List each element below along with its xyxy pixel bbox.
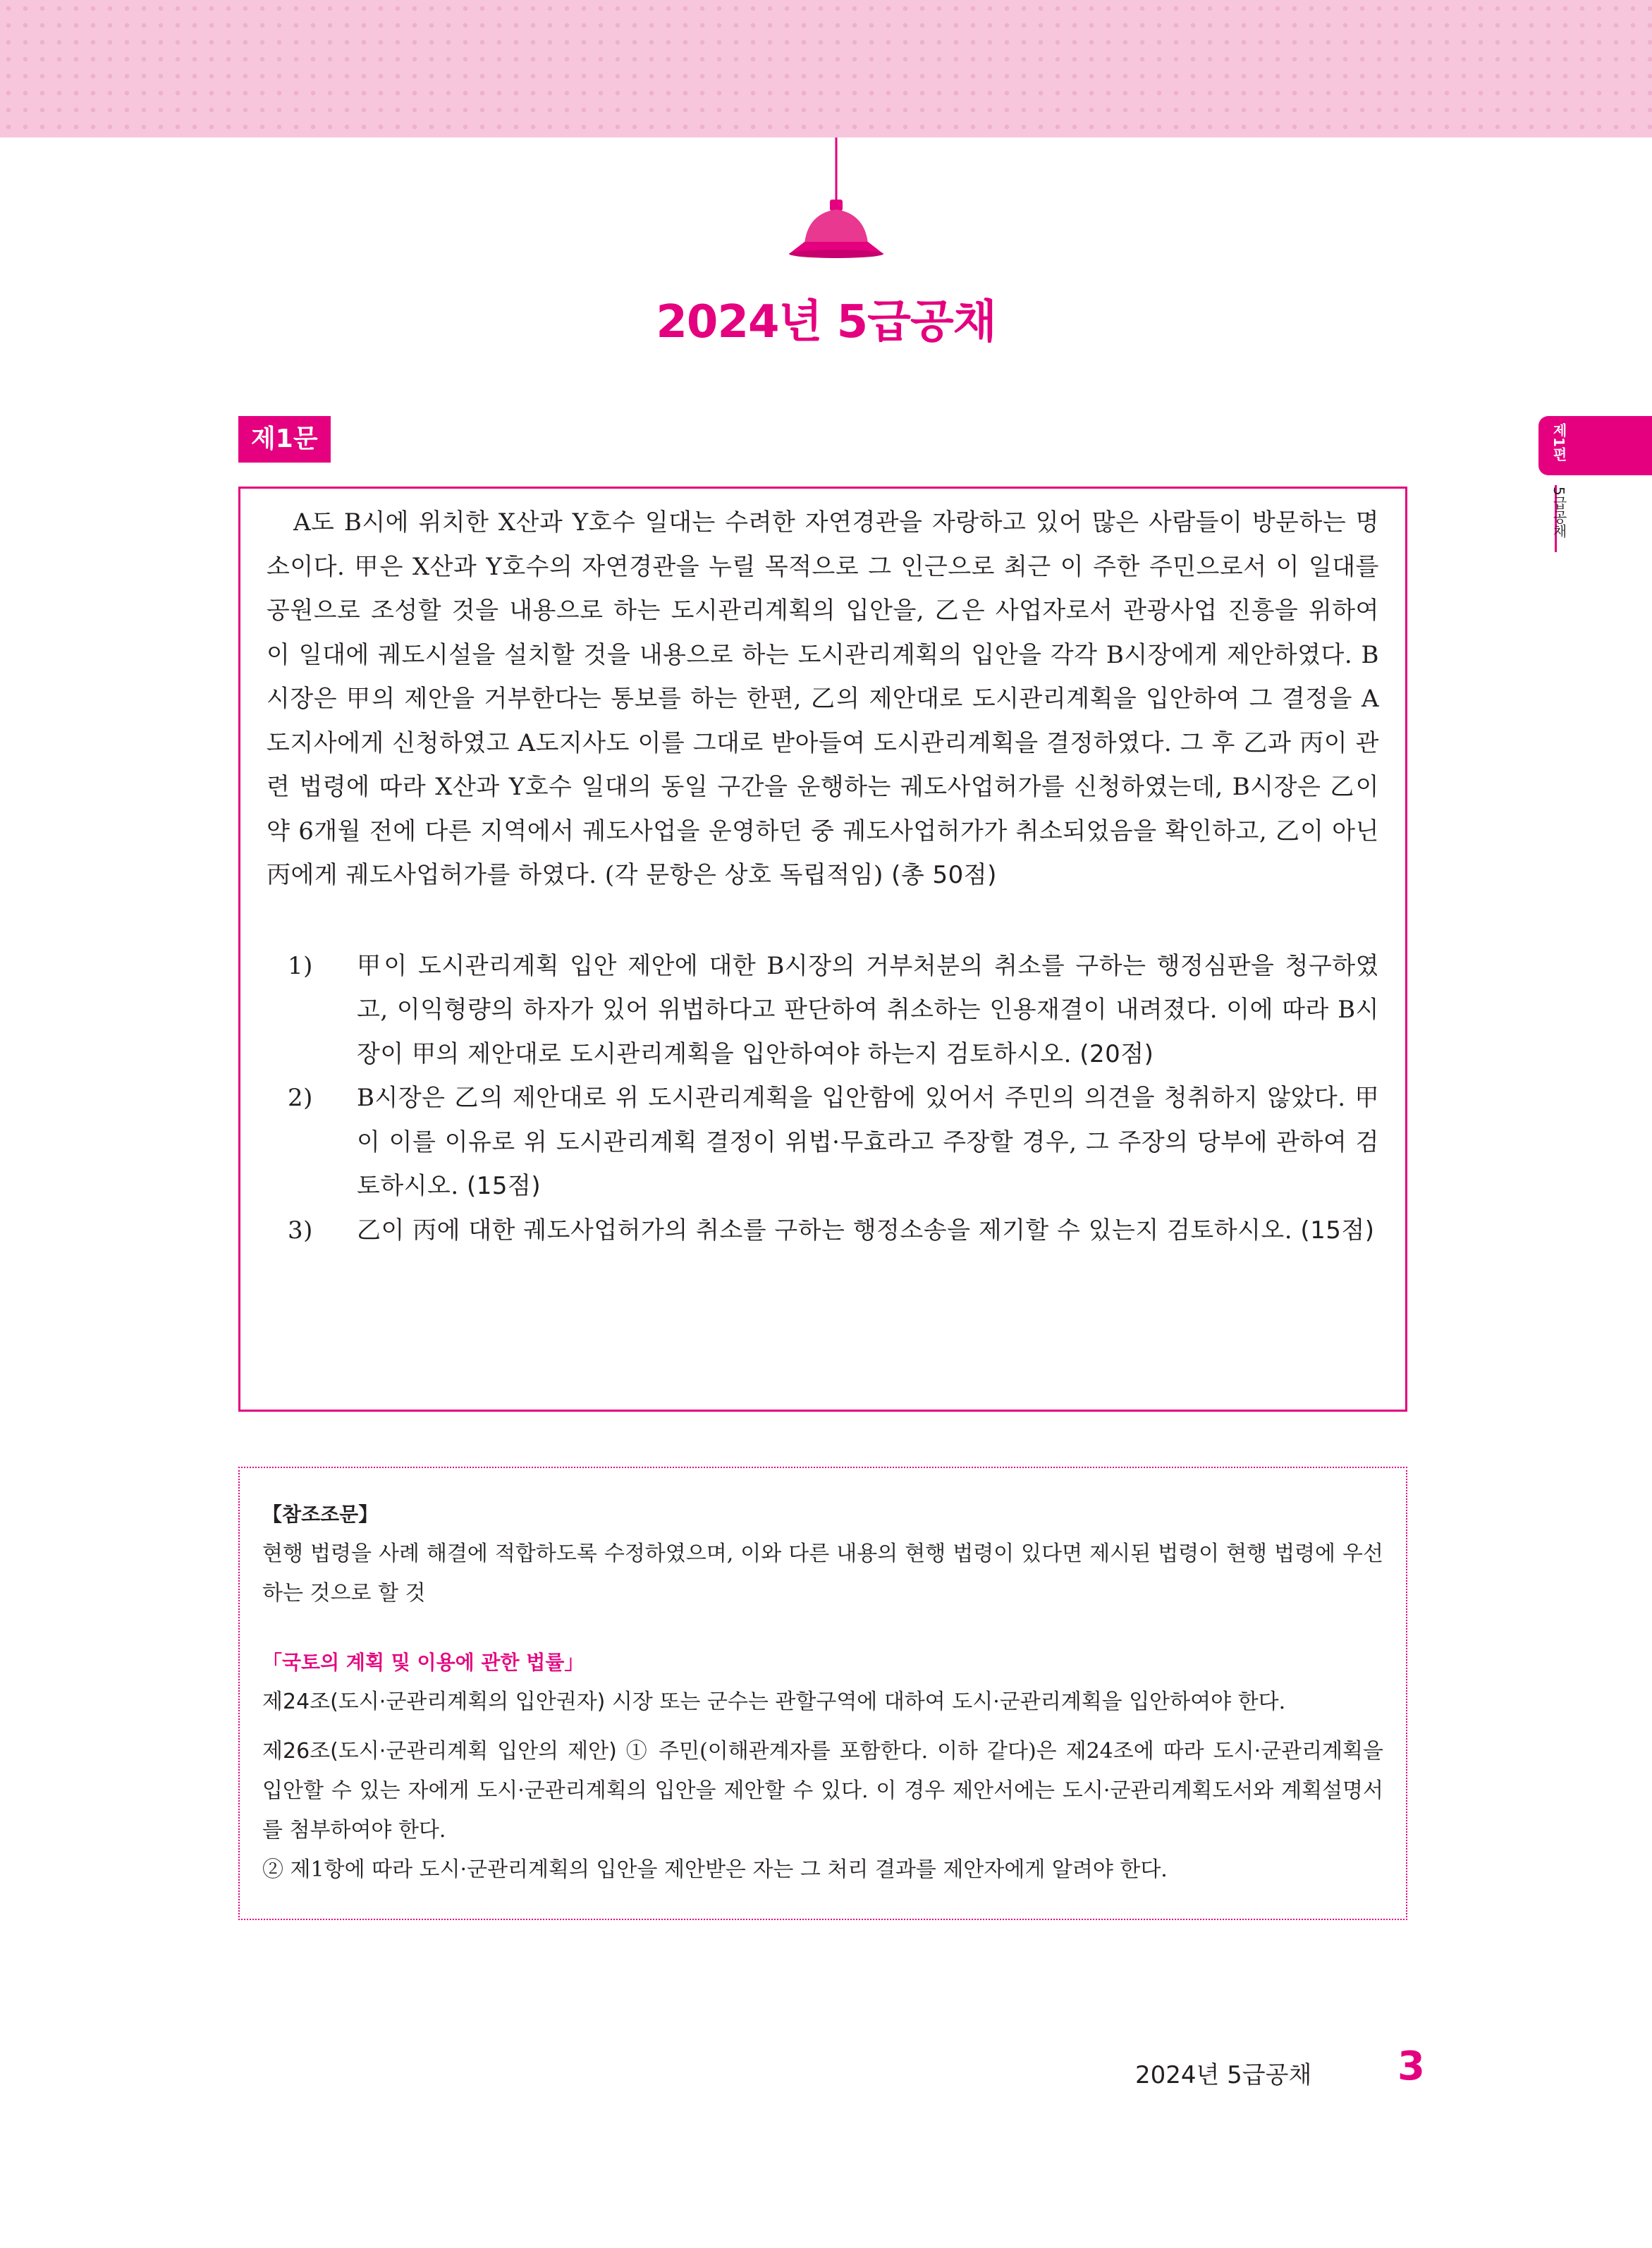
reference-intro: 현행 법령을 사례 해결에 적합하도록 수정하였으며, 이와 다른 내용의 현행 법령이 있다면 제시된 법령이 현행 법령에 우선하는 것으로 할 것 <box>262 1541 1383 1606</box>
sub-question <box>288 944 1379 1077</box>
article-24-title: 제24조(도시·군관리계획의 입안권자) <box>262 1690 606 1714</box>
sub-question-text: 甲이 도시관리계획 입안 제안에 대한 B시장의 거부처분의 취소를 구하는 행정심판을 청구하였고, 이익형량의 하자가 있어 위법하다고 판단하여 취소하는 인용재결이 내려졌다. 이에 따라 B시장이 甲의 제안대로 도시관리계획을 입안하여야 하는지 검토하시오. <box>357 951 1379 1068</box>
reference-content <box>262 1495 1383 1890</box>
header-pattern-band <box>0 0 1652 138</box>
law-title: 「국토의 계획 및 이용에 관한 법률」 <box>262 1651 585 1674</box>
section-side-label: 5급공채 <box>1550 487 1567 538</box>
sub-question-points: (15점) <box>1300 1216 1375 1245</box>
total-points: (총 50점) <box>891 861 997 889</box>
sub-question-text: 乙이 丙에 대한 궤도사업허가의 취소를 구하는 행정소송을 제기할 수 있는지 검토하시오. <box>357 1216 1293 1245</box>
question-label: 제1문 <box>238 416 331 463</box>
case-text: A도 B시에 위치한 X산과 Y호수 일대는 수려한 자연경관을 자랑하고 있어 많은 사람들이 방문하는 명소이다. 甲은 X산과 Y호수의 자연경관을 누릴 목적으로 그 인근으로 최근 이 주한 주민으로서 이 일대를 공원으로 조성할 것을 내용으로 하는 도시관리계획의 입안을, 乙은 사업자로서 관광사업 진흥을 위하여 이 일대에 궤도시설을 설치할 것을 내용으로 하는 도시관리계획의 입안을 각각 B시장에게 제안하였다. B시장은 甲의 제안을 거부한다는 통보를 하는 한편, 乙의 제안대로 도시관리계획을 입안하여 그 결정을 A도지사에게 신청하였고 A도지사도 이를 그대로 받아들여 도시관리계획을 결정하였다. 그 후 乙과 丙이 관련 법령에 따라 X산과 Y호수 일대의 동일 구간을 운행하는 궤도사업허가를 신청하였는데, B시장은 乙이 약 6개월 전에 다른 지역에서 궤도사업을 운영하던 중 궤도사업허가가 취소되었음을 확인하고, 乙이 아닌 丙에게 궤도사업허가를 하였다. (각 문항은 상호 독립적임) <box>267 508 1379 889</box>
article-26-paragraph-2: ② 제1항에 따라 도시·군관리계획의 입안을 제안받은 자는 그 처리 결과를 제안자에게 알려야 한다. <box>262 1857 1168 1882</box>
sub-question-points: (20점) <box>1079 1039 1154 1068</box>
article-26 <box>262 1732 1383 1850</box>
question-body <box>267 501 1379 1252</box>
sub-question-list <box>267 944 1379 1253</box>
sub-question-number: 1) <box>288 951 313 980</box>
page-number: 3 <box>1397 2044 1425 2089</box>
article-24 <box>262 1682 1383 1722</box>
article-26-title: 제26조(도시·군관리계획 입안의 제안) <box>262 1739 617 1764</box>
sub-question <box>288 1076 1379 1209</box>
sub-question-number: 2) <box>288 1084 313 1112</box>
chapter-side-tab-label: 제1편 <box>1550 423 1567 461</box>
reference-title: 【참조조문】 <box>262 1503 379 1526</box>
sub-question-text: B시장은 乙의 제안대로 위 도시관리계획을 입안함에 있어서 주민의 의견을 청취하지 않았다. 甲이 이를 이유로 위 도시관리계획 결정이 위법·무효라고 주장할 경우, 그 주장의 당부에 관하여 검토하시오. <box>357 1084 1379 1200</box>
footer-running-title: 2024년 5급공채 <box>1135 2061 1312 2089</box>
pendant-lamp-icon <box>783 138 889 261</box>
page-title: 2024년 5급공채 <box>656 296 996 348</box>
article-26-text: ① 주민(이해관계자를 포함한다. 이하 같다)은 제24조에 따라 도시·군관리계획을 입안할 수 있는 자에게 도시·군관리계획의 입안을 제안할 수 있다. 이 경우 제안서에는 도시·군관리계획도서와 계획설명서를 첨부하여야 한다. <box>262 1739 1383 1843</box>
sub-question-number: 3) <box>288 1216 313 1245</box>
sub-question <box>288 1209 1379 1253</box>
case-paragraph <box>267 501 1379 898</box>
article-24-text: 시장 또는 군수는 관할구역에 대하여 도시·군관리계획을 입안하여야 한다. <box>605 1690 1286 1714</box>
sub-question-points: (15점) <box>467 1172 542 1200</box>
